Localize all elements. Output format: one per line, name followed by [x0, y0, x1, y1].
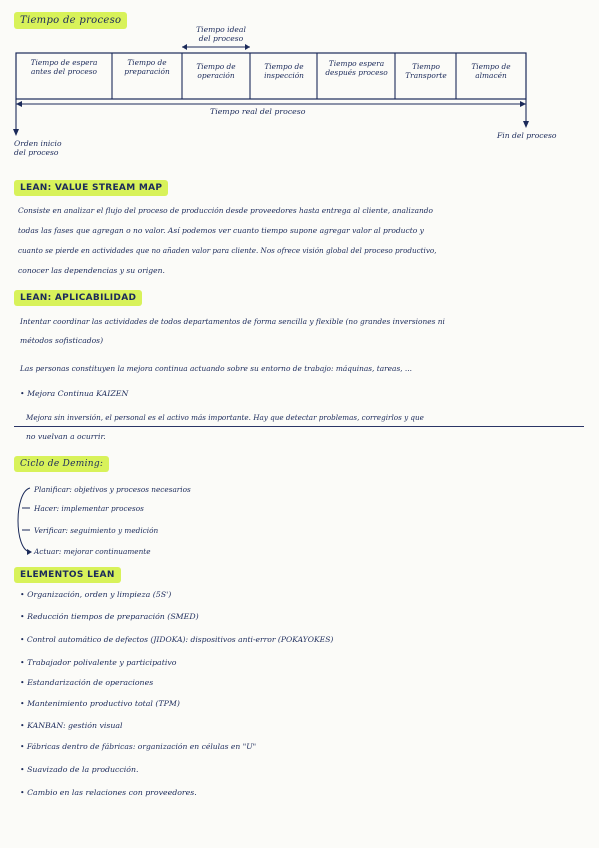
box-preparacion: Tiempo de preparación: [124, 58, 170, 76]
ideal-time-label: Tiempo ideal del proceso: [196, 25, 246, 44]
vsm-heading: LEAN: VALUE STREAM MAP: [14, 180, 168, 196]
deming-heading: Ciclo de Deming:: [14, 456, 109, 472]
aplic-line-1: Intentar coordinar las actividades de todos departamentos de forma sencilla y flexible (no grandes inversiones ni: [20, 317, 445, 326]
vsm-line-4: conocer las dependencias y su origen.: [18, 266, 165, 275]
elemento-item: • Fábricas dentro de fábricas: organización en células en "U": [20, 742, 256, 751]
elemento-item: • Control automático de defectos (JIDOKA): dispositivos anti-error (POKAYOKES): [20, 635, 333, 644]
box-espera-despues: Tiempo espera después proceso: [325, 59, 388, 77]
deming-step-4: Actuar: mejorar continuamente: [34, 547, 151, 556]
kaizen-line-2: no vuelvan a ocurrir.: [26, 432, 106, 441]
elemento-item: • Suavizado de la producción.: [20, 765, 138, 775]
box-operacion: Tiempo de operación: [196, 62, 236, 80]
end-label: Fin del proceso: [497, 131, 557, 140]
kaizen-line-1: Mejora sin inversión, el personal es el activo más importante. Hay que detectar problemas, corregirlos y que: [26, 413, 424, 422]
elemento-item: • Organización, orden y limpieza (5S'): [20, 590, 171, 600]
real-time-label: Tiempo real del proceso: [210, 107, 306, 116]
divider-line: [14, 426, 584, 427]
elemento-item: • KANBAN: gestión visual: [20, 721, 123, 731]
elemento-item: • Reducción tiempos de preparación (SMED): [20, 612, 199, 622]
elemento-item: • Cambio en las relaciones con proveedores.: [20, 788, 197, 798]
elemento-item: • Trabajador polivalente y participativo: [20, 658, 176, 668]
box-espera-antes: Tiempo de espera antes del proceso: [30, 58, 98, 76]
aplic-line-2: métodos sofisticados): [20, 336, 104, 345]
elemento-item: • Estandarización de operaciones: [20, 678, 153, 688]
page-title: Tiempo de proceso: [14, 12, 127, 29]
kaizen-bullet: • Mejora Continua KAIZEN: [20, 389, 128, 399]
deming-step-2: Hacer: implementar procesos: [34, 504, 144, 513]
process-time-diagram: [0, 0, 599, 170]
start-label: Orden inicio del proceso: [14, 139, 62, 158]
elemento-item: • Mantenimiento productivo total (TPM): [20, 699, 180, 709]
aplic-line-3: Las personas constituyen la mejora continua actuando sobre su entorno de trabajo: máquinas, tareas, ...: [20, 364, 412, 373]
vsm-line-1: Consiste en analizar el flujo del proceso de producción desde proveedores hasta entrega al cliente, analizando: [18, 206, 433, 215]
deming-step-1: Planificar: objetivos y procesos necesarios: [34, 485, 191, 494]
box-transporte: Tiempo Transporte: [405, 62, 447, 80]
vsm-line-2: todas las fases que agregan o no valor. Así podemos ver cuanto tiempo supone agregar valor al producto y: [18, 226, 424, 235]
box-inspeccion: Tiempo de inspección: [264, 62, 304, 80]
deming-step-3: Verificar: seguimiento y medición: [34, 526, 159, 535]
elementos-heading: ELEMENTOS LEAN: [14, 567, 121, 583]
vsm-line-3: cuanto se pierde en actividades que no añaden valor para cliente. Nos ofrece visión global del proceso productivo,: [18, 246, 437, 255]
aplicabilidad-heading: LEAN: APLICABILIDAD: [14, 290, 142, 306]
box-almacen: Tiempo de almacén: [471, 62, 511, 80]
